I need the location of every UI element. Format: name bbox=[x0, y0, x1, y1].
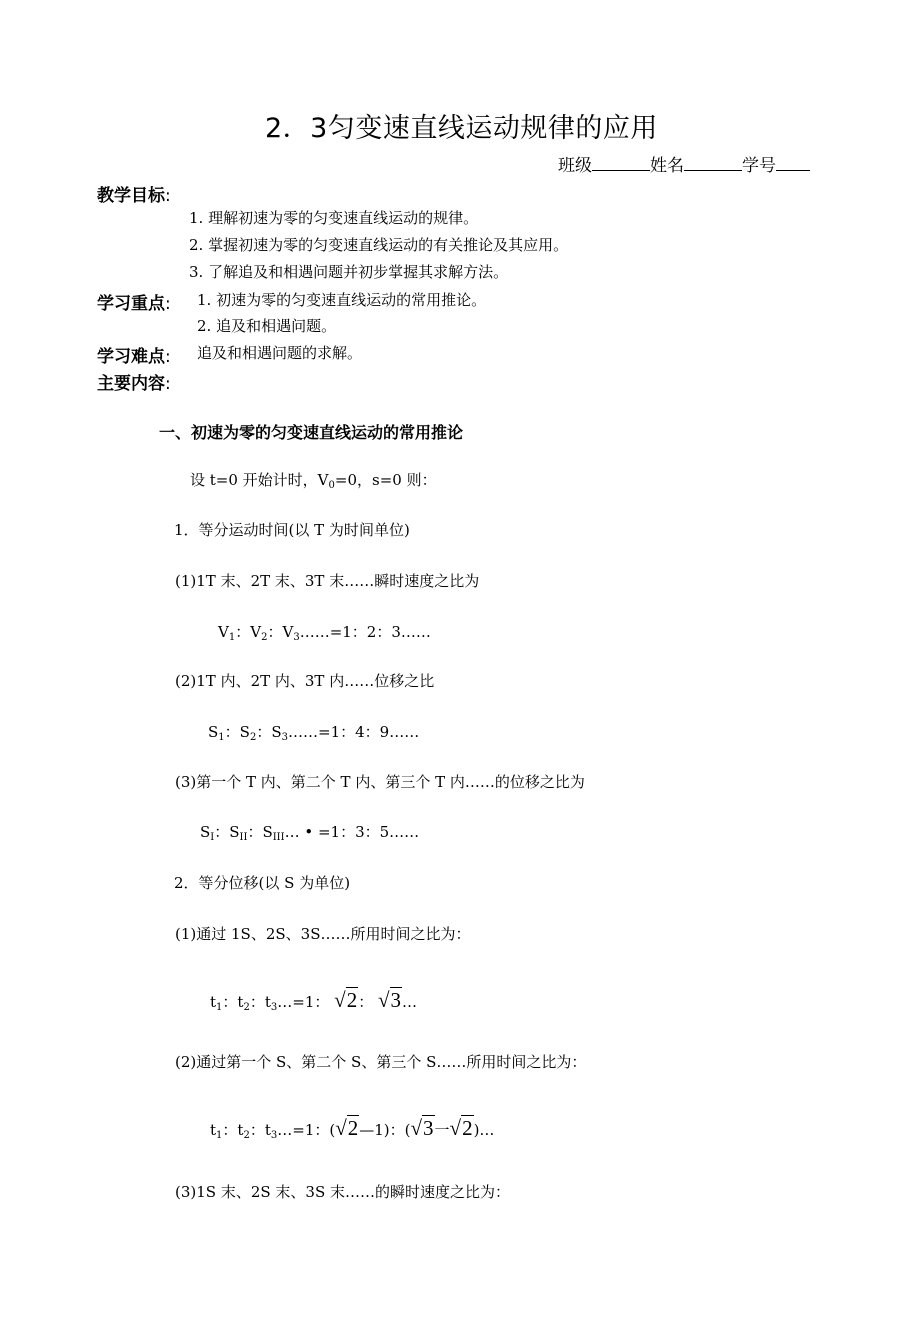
class-label: 班级 bbox=[558, 156, 592, 176]
name-label: 姓名 bbox=[650, 156, 684, 176]
content-heading: 主要内容: bbox=[97, 374, 171, 394]
objective-item: 2. 掌握初速为零的匀变速直线运动的有关推论及其应用。 bbox=[189, 236, 569, 254]
premise: 设 t=0 开始计时，$V_0=0$，s=0 则： bbox=[190, 471, 437, 491]
question-text: (2)通过第一个 S、第二个 S、第三个 S……所用时间之比为： bbox=[175, 1053, 587, 1071]
subsection-title: 2．等分位移(以 S 为单位) bbox=[174, 874, 351, 892]
student-info-fields bbox=[558, 151, 810, 176]
section-title: 一、初速为零的匀变速直线运动的常用推论 bbox=[159, 423, 464, 442]
question-text: (1)1T 末、2T 末、3T 末……瞬时速度之比为 bbox=[175, 572, 480, 590]
name-blank[interactable] bbox=[684, 154, 742, 171]
difficulty-heading: 学习难点: bbox=[97, 347, 171, 367]
formula-time-ratio: $t_1$：$t_2$：$t_3\dots=1$： √2： √3… bbox=[210, 988, 418, 1013]
subsection-title: 1．等分运动时间(以 T 为时间单位) bbox=[174, 521, 410, 539]
objective-item: 3. 了解追及和相遇问题并初步掌握其求解方法。 bbox=[189, 263, 509, 281]
number-label: 学号 bbox=[742, 156, 776, 176]
formula-successive-displacement-ratio: $S_I$：$S_{II}$：$S_{III}\dots$ • =1：3：5…… bbox=[200, 823, 420, 843]
class-blank[interactable] bbox=[592, 154, 650, 171]
sqrt-symbol: √2 bbox=[335, 1116, 359, 1140]
sqrt-symbol: √3 bbox=[410, 1116, 434, 1140]
formula-displacement-ratio: $S_1$：$S_2$：$S_3\dots\dots=1$：4：9…… bbox=[208, 723, 420, 743]
question-text: (3)第一个 T 内、第二个 T 内、第三个 T 内……的位移之比为 bbox=[175, 773, 585, 791]
focus-item: 2. 追及和相遇问题。 bbox=[197, 317, 337, 335]
number-blank[interactable] bbox=[776, 154, 810, 171]
sqrt-symbol: √2 bbox=[334, 988, 358, 1012]
focus-item: 1. 初速为零的匀变速直线运动的常用推论。 bbox=[197, 291, 487, 309]
question-text: (3)1S 末、2S 末、3S 末……的瞬时速度之比为： bbox=[175, 1183, 511, 1201]
objective-item: 1. 理解初速为零的匀变速直线运动的规律。 bbox=[189, 209, 479, 227]
sqrt-symbol: √2 bbox=[449, 1116, 473, 1140]
formula-velocity-ratio: $V_1$：$V_2$：$V_3\dots\dots=1$：2：3…… bbox=[218, 623, 431, 643]
objectives-heading: 教学目标: bbox=[97, 186, 171, 206]
page-title: 2．3匀变速直线运动规律的应用 bbox=[265, 113, 658, 144]
focus-heading: 学习重点: bbox=[97, 294, 171, 314]
formula-successive-time-ratio: $t_1$：$t_2$：$t_3\dots=1$：(√2—1)：(√3一√2)… bbox=[210, 1116, 495, 1141]
question-text: (1)通过 1S、2S、3S……所用时间之比为： bbox=[175, 925, 471, 943]
sqrt-symbol: √3 bbox=[377, 988, 402, 1012]
difficulty-text: 追及和相遇问题的求解。 bbox=[197, 344, 363, 362]
question-text: (2)1T 内、2T 内、3T 内……位移之比 bbox=[175, 672, 435, 690]
